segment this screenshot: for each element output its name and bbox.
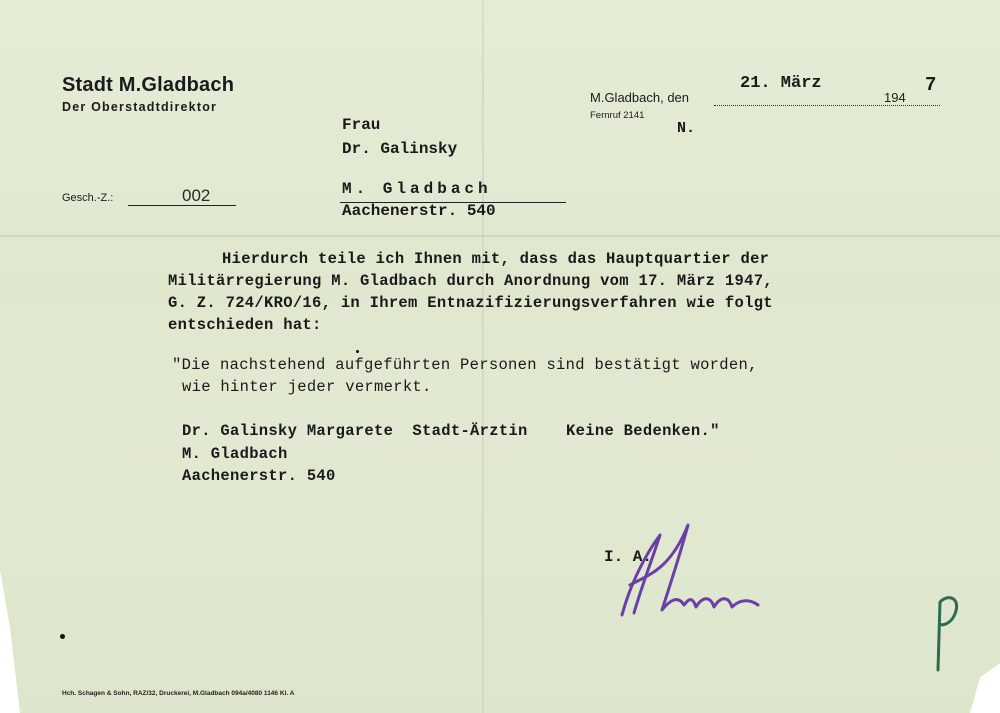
- recipient-salutation: Frau: [342, 116, 381, 134]
- ink-dot: [356, 350, 359, 353]
- dateline-rule: [714, 105, 940, 106]
- fold-line-horizontal: [0, 235, 1000, 237]
- quote-line-2: wie hinter jeder vermerkt.: [182, 378, 432, 396]
- letterhead-department: Der Oberstadtdirektor: [62, 100, 218, 114]
- recipient-city: M. Gladbach: [342, 180, 492, 198]
- phone-number: Fernruf 2141: [590, 110, 645, 121]
- dateline-day-month: 21. März: [740, 74, 822, 93]
- body-line-1: Hierdurch teile ich Ihnen mit, dass das Hauptquartier der: [222, 250, 770, 268]
- margin-p-mark: [928, 590, 968, 680]
- dateline-year-digit: 7: [925, 74, 937, 96]
- person-line-3: Aachenerstr. 540: [182, 467, 336, 485]
- ink-spot: [60, 634, 65, 639]
- body-line-2: Militärregierung M. Gladbach durch Anordnung vom 17. März 1947,: [168, 272, 773, 290]
- letterhead-city: Stadt M.Gladbach: [62, 74, 235, 96]
- handwritten-signature: [600, 515, 770, 625]
- printer-imprint: Hch. Schagen & Sohn, RAZ/32, Druckerei, M.Gladbach 094a/4080 1146 Kl. A: [62, 690, 295, 697]
- person-line-1: Dr. Galinsky Margarete Stadt-Ärztin Keine Bedenken.": [182, 422, 720, 440]
- n-mark: N.: [677, 120, 696, 137]
- dateline-place: M.Gladbach, den: [590, 90, 690, 105]
- reference-number: 002: [182, 186, 211, 205]
- body-line-3: G. Z. 724/KRO/16, in Ihrem Entnazifizierungsverfahren wie folgt: [168, 294, 773, 312]
- dateline-year-prefix: 194: [884, 90, 906, 105]
- recipient-street: Aachenerstr. 540: [342, 202, 496, 220]
- body-line-4: entschieden hat:: [168, 316, 322, 334]
- recipient-name: Dr. Galinsky: [342, 140, 458, 158]
- quote-line-1: "Die nachstehend aufgeführten Personen sind bestätigt worden,: [172, 356, 758, 374]
- reference-label: Gesch.-Z.:: [62, 192, 114, 204]
- signature-ia: I. A.: [604, 548, 653, 566]
- person-line-2: M. Gladbach: [182, 445, 288, 463]
